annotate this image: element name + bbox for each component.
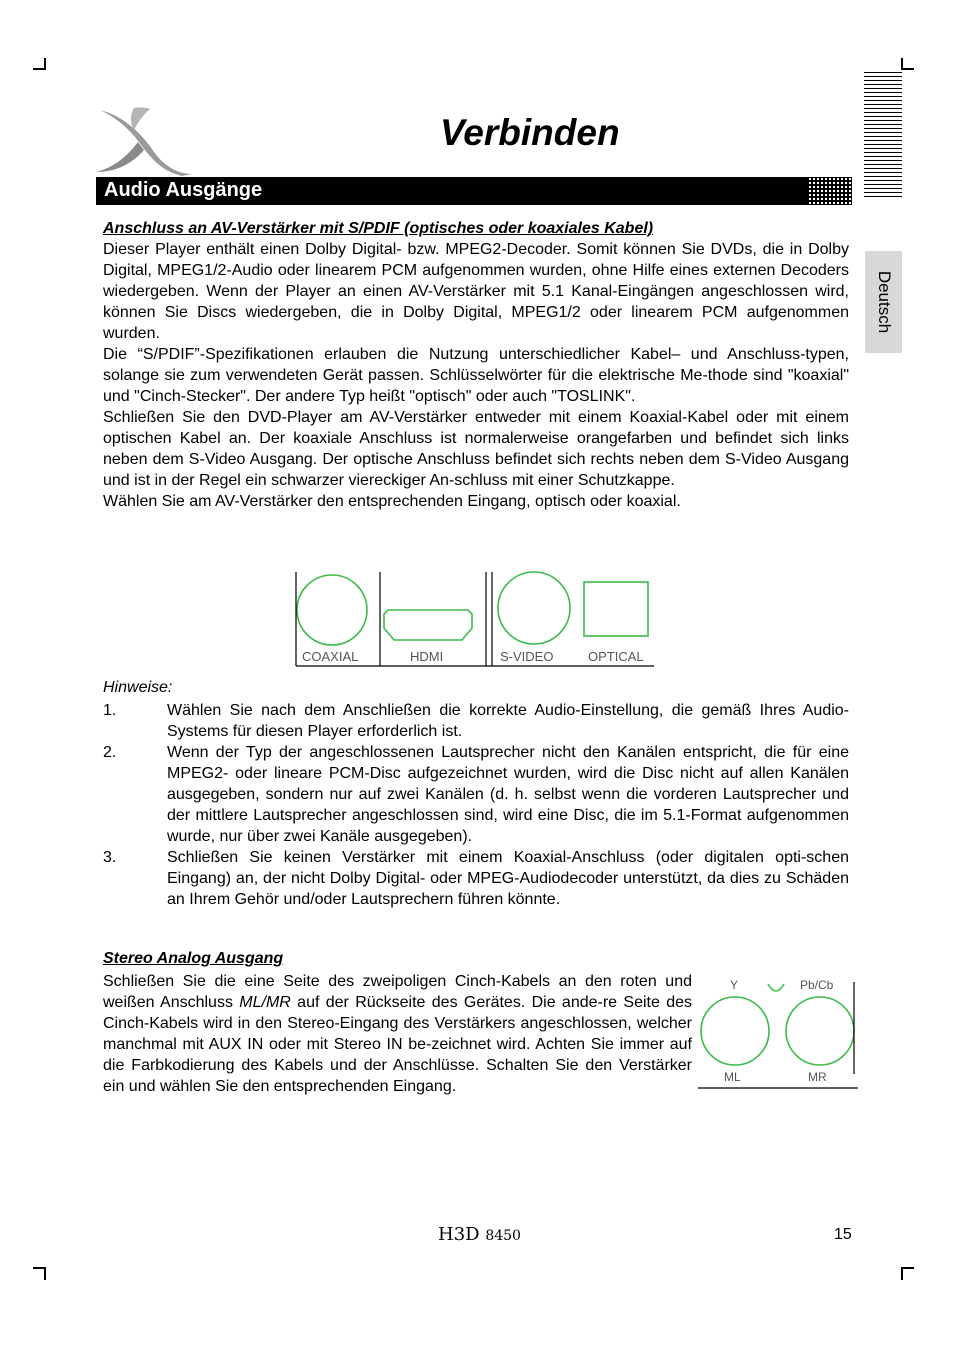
- upper-port-arc-icon: [768, 984, 784, 991]
- note-text: Wenn der Typ der angeschlossenen Lautsprecher nicht den Kanälen entspricht, die für eine MPEG2- oder lineare PCM-Disc aufgezeichnet wurden, wird die Disc nicht auf allen Kanälen ausgegeben, sondern nur auf zwei Kanälen (d. h. selbst wenn die vorderen Lautsprecher und der mittlere Lautsprecher angeschlossen sind, wird eine Disc, die im 5.1-Format aufgenommen wurde, nur über zwei Kanäle ausgegeben).: [167, 744, 849, 845]
- stereo-text-part-1: Schließen Sie die eine Seite des zweipoligen Cinch-Kabels an den roten und weißen Anschluss: [103, 973, 692, 1011]
- crop-mark-bottom-left: [44, 1267, 46, 1280]
- spdif-paragraph-2: Die “S/PDIF”-Spezifikationen erlauben die Nutzung unterschiedlicher Kabel– und Anschluss-typen, solange sie zum verwendeten Gerät passen. Schlüsselwörter für die elektrische Me-thode sind "koaxial" und "Cinch-Stecker". Der andere Typ heißt "optisch" oder auch "TOSLINK".: [103, 346, 849, 405]
- coaxial-port-icon: [297, 575, 367, 645]
- note-item: [103, 742, 849, 847]
- svideo-port-icon: [498, 572, 570, 644]
- section-title: Audio Ausgänge: [104, 179, 263, 201]
- y-label: Y: [730, 980, 739, 992]
- notes-heading: Hinweise:: [103, 679, 173, 696]
- notes-list: [103, 700, 849, 910]
- hdmi-label: HDMI: [410, 649, 444, 664]
- ml-port-icon: [701, 997, 769, 1065]
- model-prefix: H3D: [438, 1224, 480, 1245]
- spdif-paragraph-3: Schließen Sie den DVD-Player am AV-Verstärker entweder mit einem Koaxial-Kabel oder mit einem optischen Kabel an. Der koaxiale Anschluss ist normalerweise orangefarben und befindet sich links neben dem S-Video Ausgang. Der optische Anschluss befindet sich rechts neben dem S-Video Ausgang und ist in der Regel ein schwarzer viereckiger An-schluss mit einer Schutzkappe.: [103, 409, 849, 489]
- section-header-bar: [96, 177, 852, 205]
- stereo-paragraph: [103, 971, 692, 1097]
- brand-logo: [94, 106, 194, 176]
- decorative-dot-pattern: [808, 177, 852, 205]
- spdif-section: [103, 218, 849, 512]
- language-tab-label: Deutsch: [874, 270, 894, 334]
- model-number: 8450: [485, 1228, 521, 1244]
- page-number: 15: [834, 1226, 852, 1243]
- page-title: Verbinden: [440, 112, 620, 153]
- model-logo: [438, 1224, 521, 1245]
- pbcb-label: Pb/Cb: [800, 980, 834, 992]
- stereo-heading: Stereo Analog Ausgang: [103, 950, 284, 967]
- note-number: 1.: [103, 702, 117, 719]
- crop-mark-top-right: [901, 68, 914, 70]
- note-item: [103, 847, 849, 910]
- crop-mark-top-left: [33, 68, 46, 70]
- note-text: Schließen Sie keinen Verstärker mit einem Koaxial-Anschluss (oder digitalen opti-schen Eingang) an, der nicht Dolby Digital- oder MPEG-Audiodecoder unterstützt, da dies zu Schäden an Ihrem Gehör und/oder Lautsprechern führen könnte.: [167, 849, 849, 908]
- note-item: [103, 700, 849, 742]
- language-tab: [865, 251, 902, 353]
- stereo-port-name: ML/MR: [239, 994, 291, 1011]
- connector-diagram: [294, 570, 658, 672]
- coaxial-label: COAXIAL: [302, 649, 359, 664]
- stereo-output-diagram: [698, 980, 858, 1092]
- mr-label: MR: [808, 1070, 827, 1084]
- svideo-label: S-VIDEO: [500, 649, 554, 664]
- stereo-text-part-2: auf der Rückseite des Gerätes. Die ande-re Seite des Cinch-Kabels wird in den Stereo-Eingang des Verstärkers angeschlossen, welcher manchmal mit AUX IN oder mit Stereo IN be-zeichnet wird. Achten Sie immer auf die Farbkodierung des Kabels und der Anschlüsse. Schalten Sie den Verstärker ein und wählen Sie den entsprechenden Eingang.: [103, 994, 692, 1095]
- optical-label: OPTICAL: [588, 649, 644, 664]
- spdif-paragraph-1: Dieser Player enthält einen Dolby Digital- bzw. MPEG2-Decoder. Somit können Sie DVDs, die in Dolby Digital, MPEG1/2-Audio oder linearem PCM aufgenommen wurden, ohne Hilfe eines externen Decoders wiedergeben. Wenn der Player an einen AV-Verstärker mit 5.1 Kanal-Eingängen angeschlossen wird, können Sie Discs wiedergeben, die in Dolby Digital, MPEG1/2 oder linearem PCM aufgenommen wurden.: [103, 241, 849, 342]
- hdmi-port-icon: [384, 610, 472, 640]
- optical-port-icon: [584, 582, 648, 636]
- note-text: Wählen Sie nach dem Anschließen die korrekte Audio-Einstellung, die gemäß Ihres Audio-Systems für diesen Player erforderlich ist.: [167, 702, 849, 740]
- spdif-heading: Anschluss an AV-Verstärker mit S/PDIF (optisches oder koaxiales Kabel): [103, 220, 654, 237]
- crop-mark-bottom-right: [901, 1267, 903, 1280]
- note-number: 2.: [103, 744, 117, 761]
- note-number: 3.: [103, 849, 117, 866]
- mr-port-icon: [786, 997, 854, 1065]
- spdif-paragraph-4: Wählen Sie am AV-Verstärker den entsprechenden Eingang, optisch oder koaxial.: [103, 493, 681, 510]
- decorative-stripes: [864, 72, 902, 198]
- ml-label: ML: [724, 1070, 741, 1084]
